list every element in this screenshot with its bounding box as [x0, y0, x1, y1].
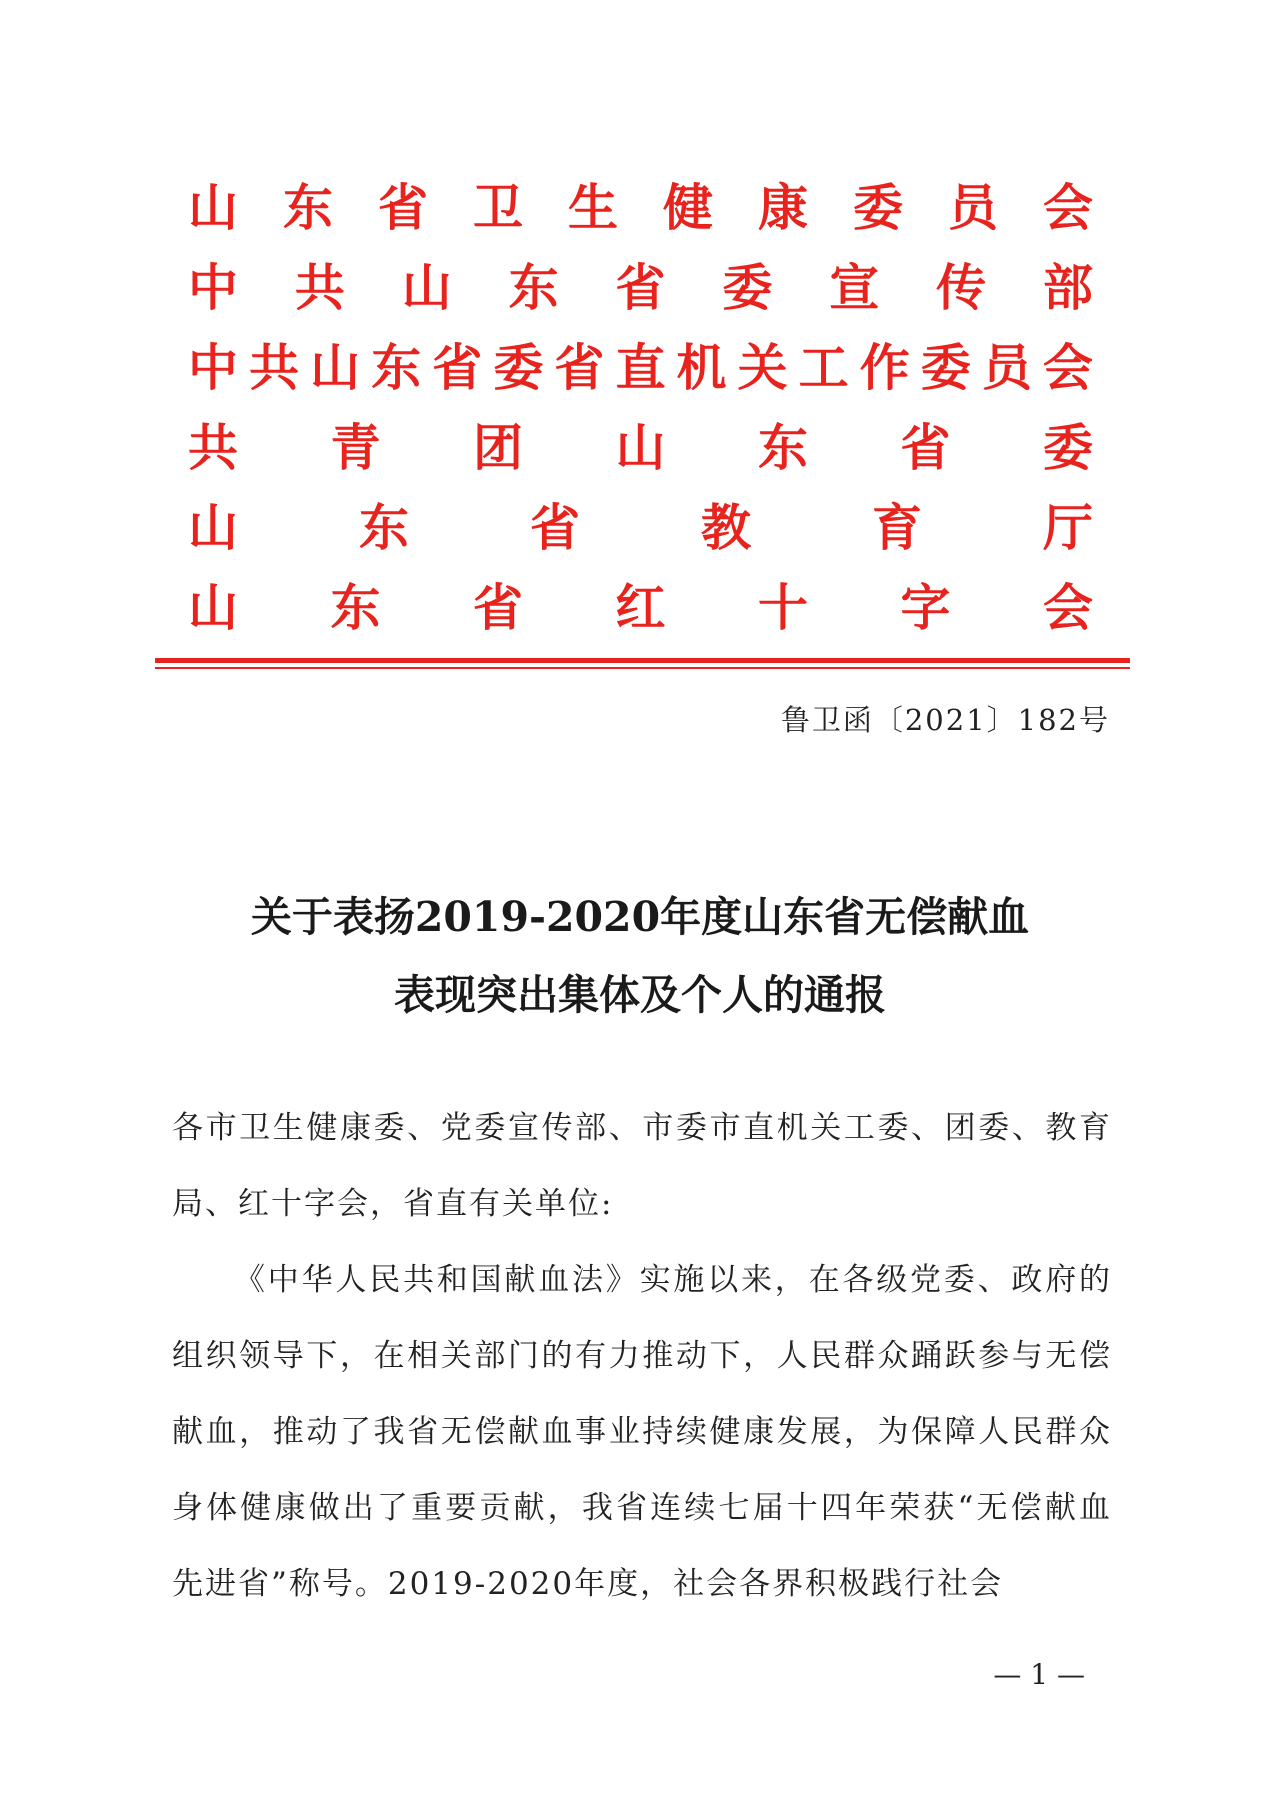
- issuer-line: [188, 168, 1093, 248]
- issuer-char: 委: [920, 338, 971, 397]
- issuer-char: 中: [188, 338, 238, 397]
- issuer-char: 山: [615, 418, 666, 477]
- issuer-char: 直: [615, 338, 666, 397]
- body-paragraph: 《中华人民共和国献血法》实施以来，在各级党委、政府的组织领导下，在相关部门的有力推动下，人民群众踊跃参与无偿献血，推动了我省无偿献血事业持续健康发展，为保障人民群众身体健康做出了重要贡献，我省连续七届十四年荣获“无偿献血先进省”称号。2019-2020年度，社会各界积极践行社会: [172, 1262, 1112, 1602]
- issuer-char: 字: [900, 578, 951, 637]
- document-title: [0, 878, 1280, 1034]
- issuer-char: 会: [1043, 178, 1093, 237]
- document-number: 鲁卫函〔2021〕182号: [780, 703, 1110, 737]
- issuer-char: 工: [798, 338, 849, 397]
- issuer-char: 厅: [1043, 498, 1093, 557]
- issuer-char: 委: [722, 258, 773, 317]
- document-body: [172, 1090, 1112, 1622]
- issuer-char: 教: [701, 498, 751, 557]
- issuer-char: 健: [663, 178, 713, 237]
- issuer-char: 山: [188, 178, 238, 237]
- issuer-char: 中: [188, 258, 238, 317]
- issuer-char: 青: [330, 418, 381, 477]
- issuer-char: 生: [568, 178, 618, 237]
- issuer-char: 团: [473, 418, 523, 477]
- issuer-char: 省: [473, 578, 523, 637]
- issuer-char: 委: [853, 178, 903, 237]
- red-divider-thick: [155, 658, 1130, 663]
- red-divider-thin: [155, 667, 1130, 669]
- red-divider: [155, 658, 1130, 669]
- title-line-2: 表现突出集体及个人的通报: [394, 971, 886, 1019]
- issuer-char: 山: [310, 338, 361, 397]
- issuer-line: [188, 408, 1093, 488]
- issuer-char: 东: [371, 338, 422, 397]
- issuer-char: 会: [1043, 578, 1093, 637]
- page-number: — 1 —: [993, 1658, 1085, 1691]
- issuer-char: 传: [936, 258, 987, 317]
- issuer-char: 作: [859, 338, 910, 397]
- issuer-char: 员: [948, 178, 998, 237]
- issuer-header: [188, 168, 1093, 648]
- issuer-char: 省: [378, 178, 428, 237]
- issuer-line: [188, 328, 1093, 408]
- issuer-char: 共: [188, 418, 238, 477]
- issuer-char: 山: [401, 258, 452, 317]
- issuer-char: 育: [872, 498, 922, 557]
- title-line-1: 关于表扬2019-2020年度山东省无偿献血: [250, 893, 1030, 941]
- issuer-char: 省: [900, 418, 951, 477]
- issuer-char: 省: [432, 338, 483, 397]
- issuer-char: 山: [188, 498, 238, 557]
- issuer-char: 卫: [473, 178, 523, 237]
- issuer-char: 会: [1042, 338, 1093, 397]
- issuer-line: [188, 248, 1093, 328]
- issuer-char: 共: [249, 338, 300, 397]
- issuer-char: 东: [359, 498, 409, 557]
- issuer-char: 康: [758, 178, 808, 237]
- issuer-line: [188, 568, 1093, 648]
- issuer-char: 员: [981, 338, 1032, 397]
- issuer-char: 委: [493, 338, 544, 397]
- issuer-line: [188, 488, 1093, 568]
- issuer-char: 东: [283, 178, 333, 237]
- recipients-paragraph: 各市卫生健康委、党委宣传部、市委市直机关工委、团委、教育局、红十字会，省直有关单位:: [172, 1110, 1112, 1222]
- issuer-char: 关: [737, 338, 788, 397]
- issuer-char: 委: [1043, 418, 1093, 477]
- issuer-char: 东: [758, 418, 808, 477]
- issuer-char: 东: [330, 578, 381, 637]
- issuer-char: 东: [508, 258, 559, 317]
- issuer-char: 机: [676, 338, 727, 397]
- issuer-char: 十: [758, 578, 808, 637]
- issuer-char: 红: [615, 578, 666, 637]
- issuer-char: 宣: [829, 258, 880, 317]
- issuer-char: 省: [615, 258, 666, 317]
- issuer-char: 山: [188, 578, 238, 637]
- issuer-char: 部: [1043, 258, 1093, 317]
- issuer-char: 省: [554, 338, 605, 397]
- issuer-char: 共: [294, 258, 345, 317]
- issuer-char: 省: [530, 498, 580, 557]
